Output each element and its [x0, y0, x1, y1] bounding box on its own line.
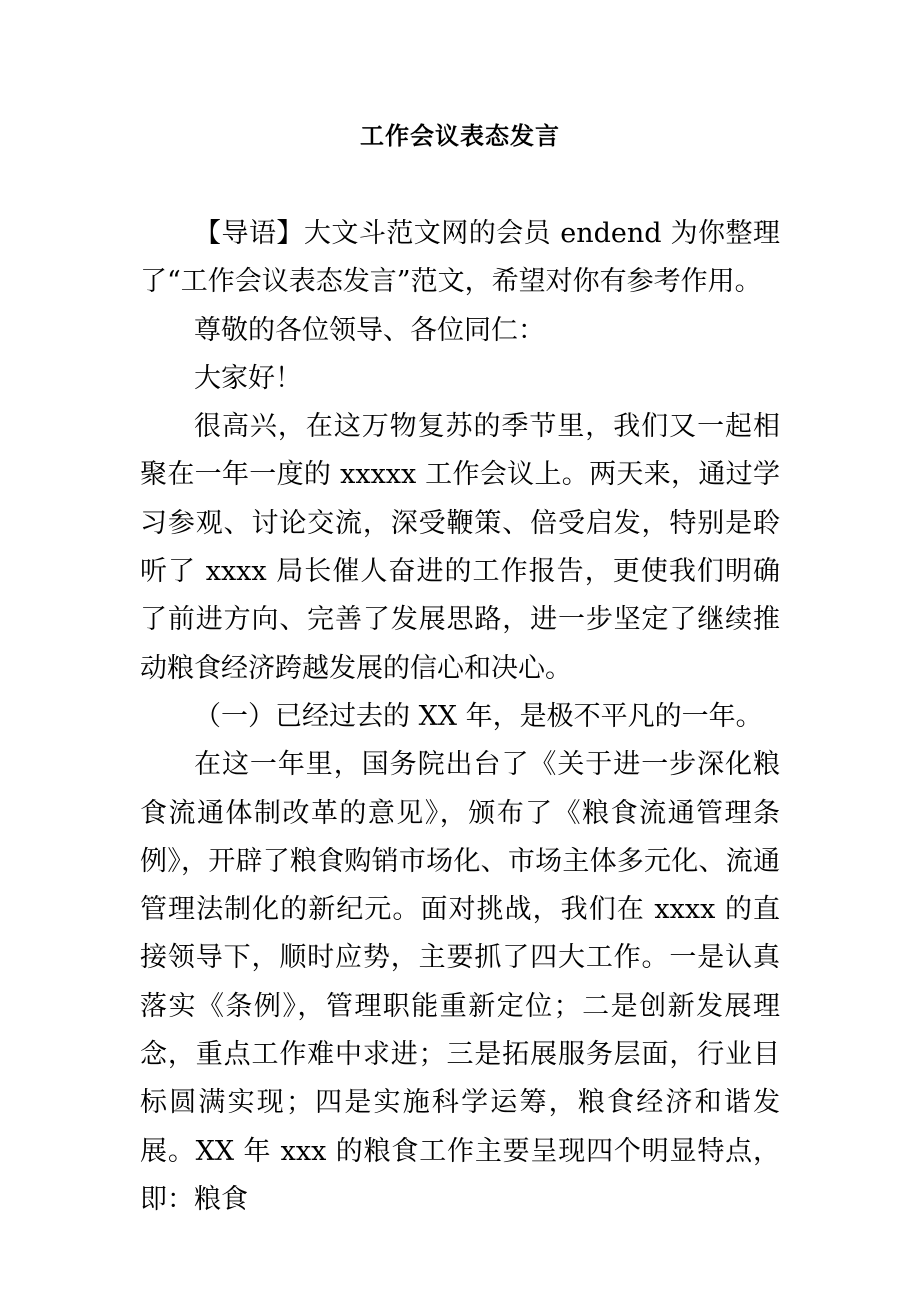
- intro-paragraph: 【导语】大文斗范文网的会员 endend 为你整理了“工作会议表态发言”范文，希望对你有参考作用。: [140, 218, 780, 298]
- document-body: [140, 210, 780, 1224]
- document-title: 工作会议表态发言: [360, 121, 560, 150]
- body-paragraph: 很高兴，在这万物复苏的季节里，我们又一起相聚在一年一度的 xxxxx 工作会议上。两天来，通过学习参观、讨论交流，深受鞭策、倍受启发，特别是聆听了 xxxx 局长催人奋进的工作报告，更使我们明确了前进方向、完善了发展思路，进一步坚定了继续推动粮食经济跨越发展的信心和决心。: [140, 411, 780, 684]
- salutation-paragraph: 尊敬的各位领导、各位同仁：: [194, 314, 545, 346]
- greeting-paragraph: 大家好！: [194, 362, 302, 394]
- section-heading-paragraph: （一）已经过去的 XX 年，是极不平凡的一年。: [194, 700, 763, 732]
- body-paragraph: 在这一年里，国务院出台了《关于进一步深化粮食流通体制改革的意见》，颁布了《粮食流通管理条例》，开辟了粮食购销市场化、市场主体多元化、流通管理法制化的新纪元。面对挑战，我们在 xxxx 的直接领导下，顺时应势，主要抓了四大工作。一是认真落实《条例》，管理职能重新定位；二是创新发展理念，重点工作难中求进；三是拓展服务层面，行业目标圆满实现；四是实施科学运筹，粮食经济和谐发展。XX 年 xxx 的粮食工作主要呈现四个明显特点，即：粮食: [140, 749, 780, 1215]
